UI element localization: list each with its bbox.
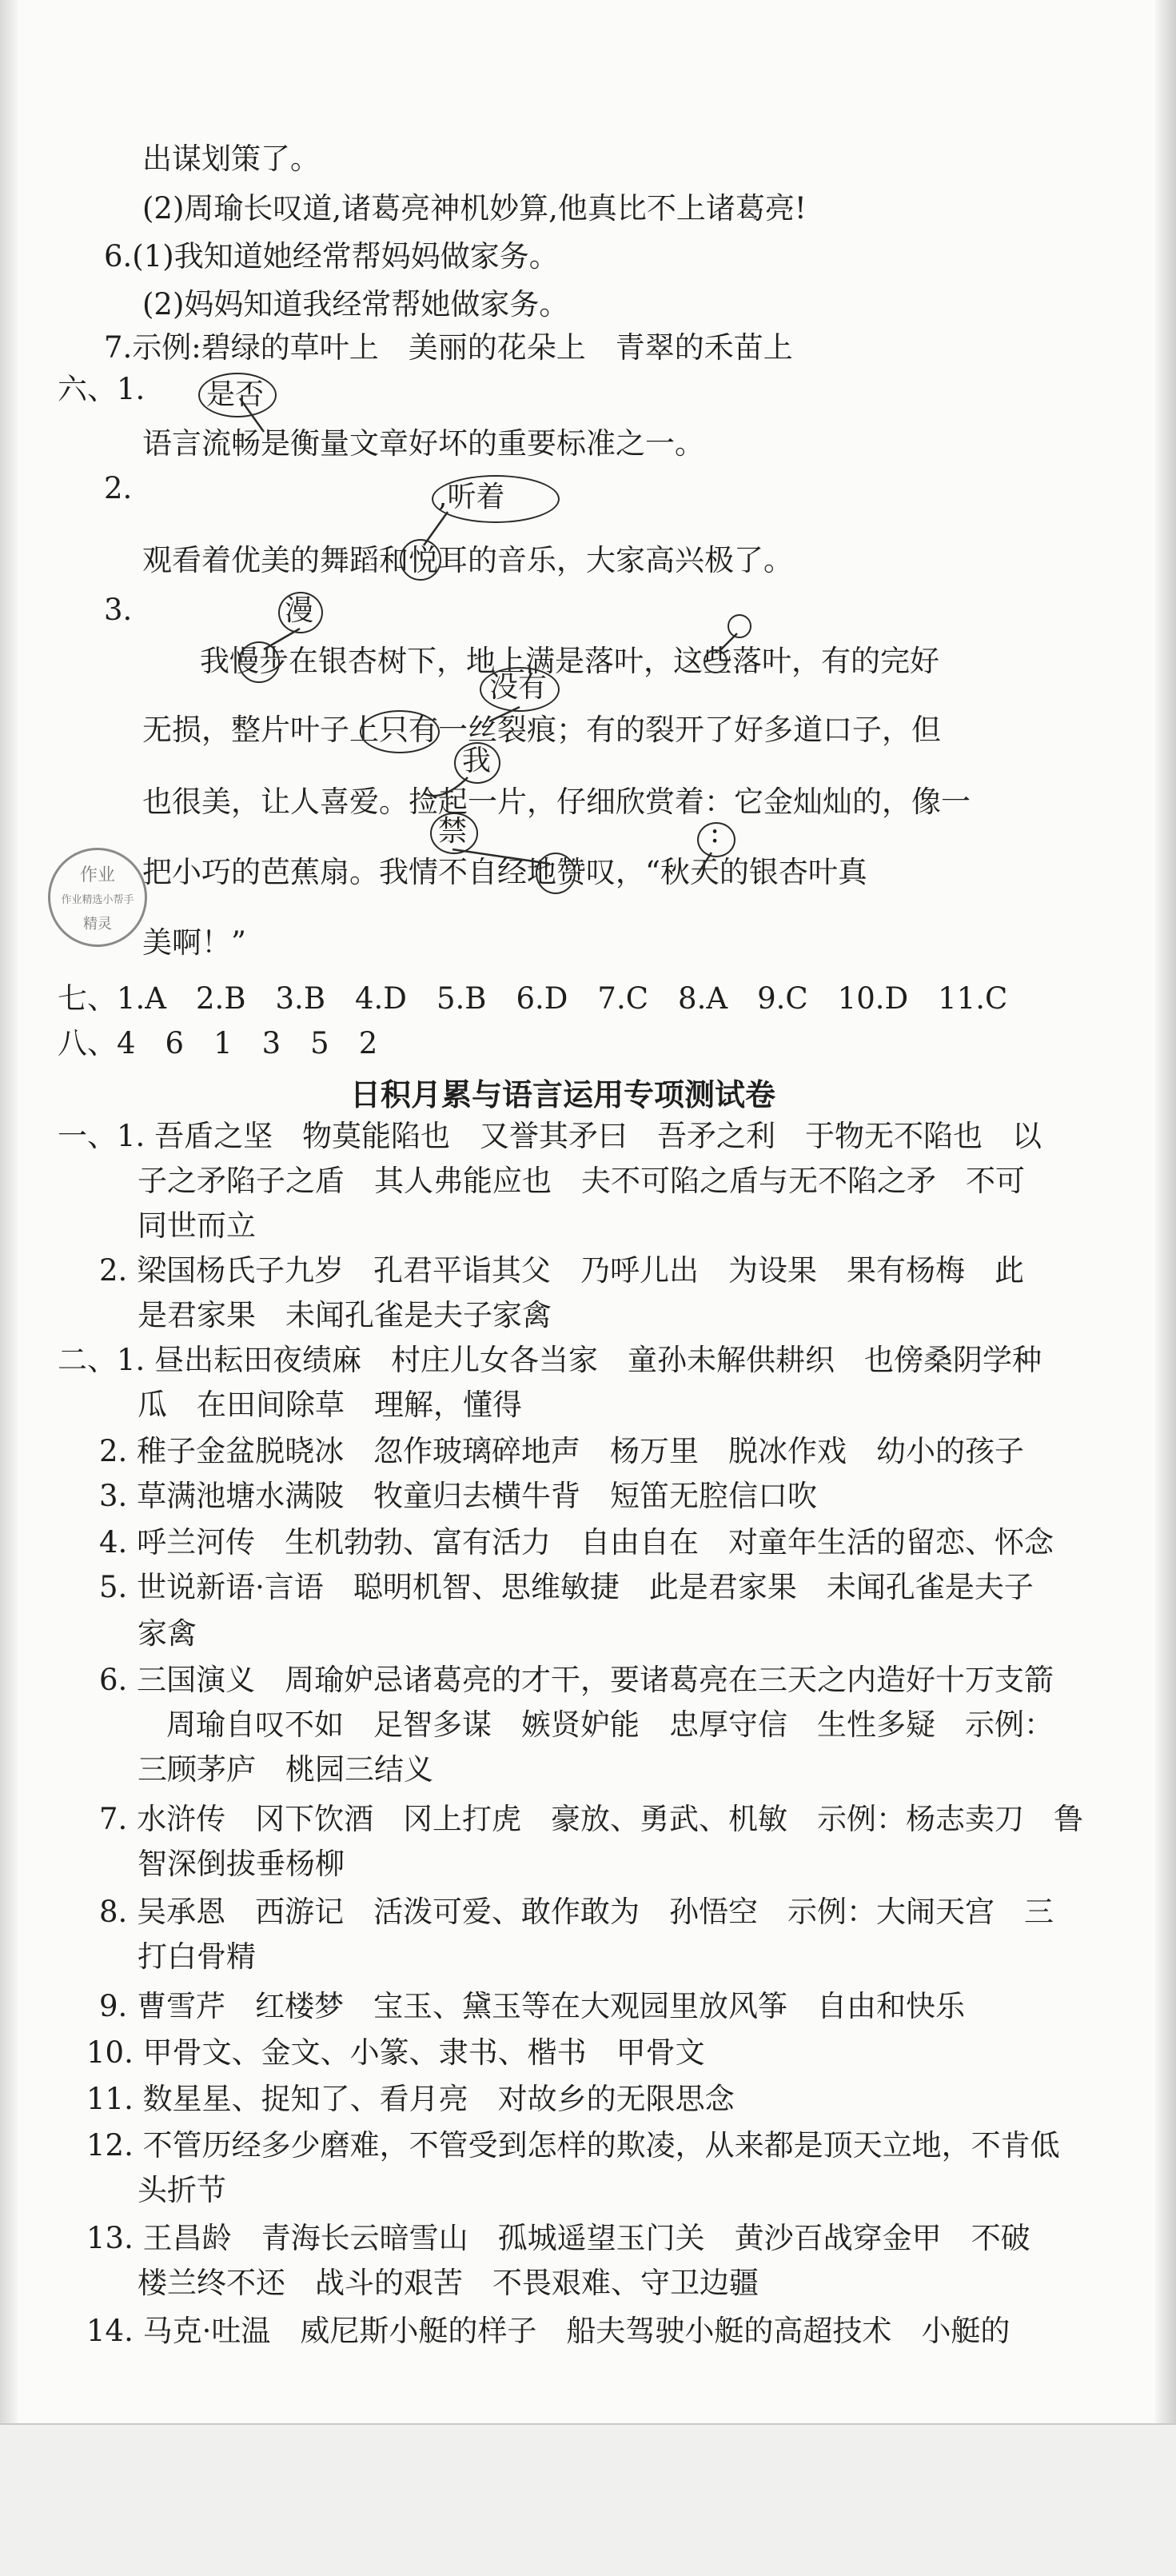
text-line: 把小巧的芭蕉扇。我情不自经地赞叹，“秋天的银杏叶真 — [142, 855, 867, 889]
revision-text: ,听着 — [438, 481, 505, 513]
answer-line: 瓜 在田间除草 理解，懂得 — [138, 1388, 522, 1422]
text-line: 6.(1)我知道她经常帮妈妈做家务。 — [104, 239, 559, 274]
stamp-top-text: 作业 — [79, 865, 115, 885]
answer-line: 二、1. 昼出耘田夜绩麻 村庄儿女各当家 童孙未解供耕织 也傍桑阴学种 — [58, 1343, 1042, 1377]
text-line: 我慢步在银杏树下，地上满是落叶，这些落叶，有的完好 — [200, 644, 939, 678]
answer-line: 10. 甲骨文、金文、小篆、隶书、楷书 甲骨文 — [86, 2035, 705, 2070]
answer-line: 14. 马克·吐温 威尼斯小艇的样子 船夫驾驶小艇的高超技术 小艇的 — [86, 2314, 1011, 2348]
answer-line: 12. 不管历经多少磨难，不管受到怎样的欺凌，从来都是顶天立地，不肯低 — [86, 2128, 1060, 2163]
section-eight-answers: 八、4 6 1 3 5 2 — [58, 1026, 378, 1060]
answer-line: 2. 梁国杨氏子九岁 孔君平诣其父 乃呼儿出 为设果 果有杨梅 此 — [99, 1253, 1025, 1288]
answer-line: 8. 吴承恩 西游记 活泼可爱、敢作敢为 孙悟空 示例：大闹天宫 三 — [99, 1895, 1054, 1929]
answer-line: 13. 王昌龄 青海长云暗雪山 孤城遥望玉门关 黄沙百战穿金甲 不破 — [86, 2221, 1030, 2255]
text-line: 2. — [104, 471, 133, 505]
answer-line: 7. 水浒传 冈下饮酒 冈上打虎 豪放、勇武、机敏 示例：杨志卖刀 鲁 — [99, 1802, 1084, 1836]
revision-text: 没有 — [489, 671, 548, 704]
section-six-label: 六、1. — [58, 372, 146, 406]
revision-marks — [0, 0, 1176, 976]
revision-text: : — [710, 817, 720, 849]
revision-text: 漫 — [285, 594, 314, 627]
answer-line: 3. 草满池塘水满陂 牧童归去横牛背 短笛无腔信口吹 — [99, 1479, 818, 1513]
text-line: 也很美，让人喜爱。捡起一片，仔细欣赏着：它金灿灿的，像一 — [142, 785, 971, 819]
text-line: 无损，整片叶子上只有一丝裂痕；有的裂开了好多道口子，但 — [142, 713, 941, 747]
answer-line: 5. 世说新语·言语 聪明机智、思维敏捷 此是君家果 未闻孔雀是夫子 — [99, 1570, 1034, 1604]
answer-line: 是君家果 未闻孔雀是夫子家禽 — [138, 1298, 552, 1332]
answer-line: 打白骨精 — [138, 1939, 256, 1974]
answer-line: 智深倒拔垂杨柳 — [138, 1847, 345, 1881]
answer-line: 9. 曹雪芹 红楼梦 宝玉、黛玉等在大观园里放风筝 自由和快乐 — [99, 1989, 966, 2023]
answer-line: 2. 稚子金盆脱晓冰 忽作玻璃碎地声 杨万里 脱冰作戏 幼小的孩子 — [99, 1434, 1025, 1468]
revision-text: 我 — [462, 745, 492, 777]
stamp-middle-text: 作业精选小帮手 — [61, 894, 134, 906]
answer-line: 家禽 — [138, 1616, 197, 1651]
scan-bottom-margin — [0, 2423, 1176, 2576]
answer-line: 三顾茅庐 桃园三结义 — [138, 1752, 433, 1787]
text-line: 3. — [104, 593, 133, 627]
answer-line: 11. 数星星、捉知了、看月亮 对故乡的无限思念 — [86, 2082, 735, 2116]
answer-line: 一、1. 吾盾之坚 物莫能陷也 又誉其矛曰 吾矛之利 于物无不陷也 以 — [58, 1119, 1042, 1153]
text-line: (2)妈妈知道我经常帮她做家务。 — [142, 287, 569, 322]
text-line: (2)周瑜长叹道,诸葛亮神机妙算,他真比不上诸葛亮! — [142, 191, 807, 226]
text-line: 出谋划策了。 — [142, 142, 320, 176]
revision-text: 是否 — [206, 378, 265, 411]
stamp-bottom-text: 精灵 — [83, 916, 112, 933]
answer-line: 6. 三国演义 周瑜妒忌诸葛亮的才干，要诸葛亮在三天之内造好十万支箭 — [99, 1663, 1054, 1697]
text-line: 观看着优美的舞蹈和悦耳的音乐，大家高兴极了。 — [142, 543, 793, 577]
homework-stamp — [48, 848, 147, 947]
section-title: 日积月累与语言运用专项测试卷 — [350, 1077, 776, 1112]
revision-text: 禁 — [438, 815, 468, 848]
section-seven-answers: 七、1.A 2.B 3.B 4.D 5.B 6.D 7.C 8.A 9.C 10.D 11.C — [58, 981, 1008, 1016]
text-line: 美啊！” — [142, 925, 246, 960]
answer-line: 楼兰终不还 战斗的艰苦 不畏艰难、守卫边疆 — [138, 2266, 759, 2300]
answer-line: 头折节 — [138, 2173, 226, 2207]
text-line: 7.示例:碧绿的草叶上 美丽的花朵上 青翠的禾苗上 — [104, 330, 793, 365]
answer-line: 子之矛陷子之盾 其人弗能应也 夫不可陷之盾与无不陷之矛 不可 — [138, 1164, 1025, 1198]
text-line: 语言流畅是衡量文章好坏的重要标准之一。 — [142, 426, 704, 461]
answer-line: 4. 呼兰河传 生机勃勃、富有活力 自由自在 对童年生活的留恋、怀念 — [99, 1525, 1054, 1560]
answer-line: 周瑜自叹不如 足智多谋 嫉贤妒能 忠厚守信 生性多疑 示例： — [166, 1707, 1054, 1742]
answer-line: 同世而立 — [138, 1208, 256, 1243]
